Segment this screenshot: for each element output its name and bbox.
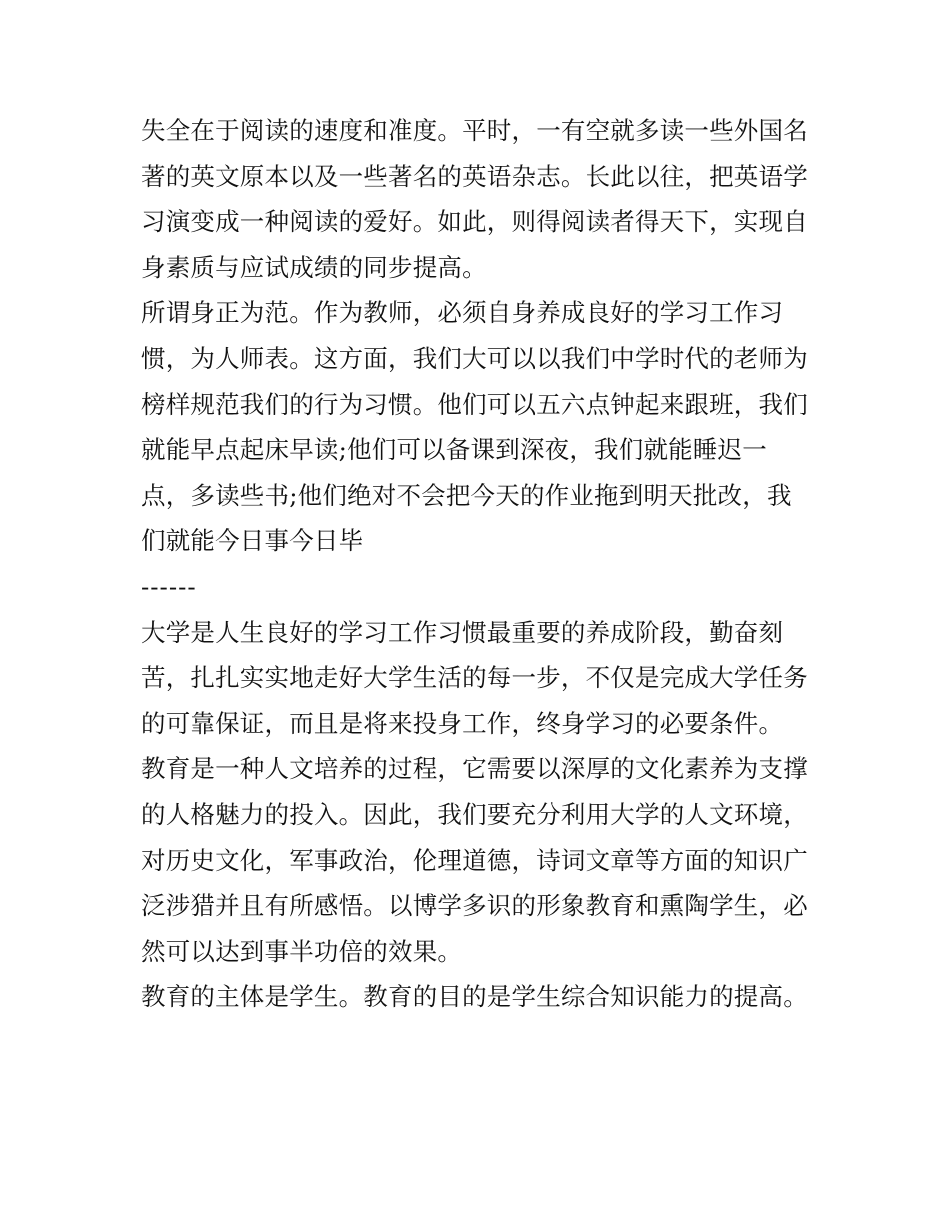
- text-line: 教育是一种人文培养的过程，它需要以深厚的文化素养为支撑: [141, 754, 808, 784]
- text-line: 然可以达到事半功倍的效果。: [141, 936, 463, 966]
- text-line: 的人格魅力的投入。因此，我们要充分利用大学的人文环境，: [141, 799, 808, 829]
- text-line: 教育的主体是学生。教育的目的是学生综合知识能力的提高。: [141, 982, 808, 1012]
- text-line: 榜样规范我们的行为习惯。他们可以五六点钟起来跟班，我们: [141, 389, 808, 419]
- body-text: [141, 108, 821, 1020]
- text-line: 就能早点起床早读;他们可以备课到深夜，我们就能睡迟一: [141, 435, 767, 465]
- text-line: 的可靠保证，而且是将来投身工作，终身学习的必要条件。: [141, 708, 784, 738]
- text-line: 点，多读些书;他们绝对不会把今天的作业拖到明天批改，我: [141, 480, 792, 510]
- text-line: 身素质与应试成绩的同步提高。: [141, 252, 487, 282]
- text-line: 失全在于阅读的速度和准度。平时，一有空就多读一些外国名: [141, 116, 808, 145]
- text-line: 苦，扎扎实实地走好大学生活的每一步，不仅是完成大学任务: [141, 663, 808, 693]
- text-line: 惯，为人师表。这方面，我们大可以以我们中学时代的老师为: [141, 343, 808, 373]
- section-separator: ------: [141, 571, 197, 601]
- text-line: 对历史文化，军事政治，伦理道德，诗词文章等方面的知识广: [141, 845, 808, 875]
- text-line: 泛涉猎并且有所感悟。以博学多识的形象教育和熏陶学生，必: [141, 891, 808, 921]
- text-line: 习演变成一种阅读的爱好。如此，则得阅读者得天下，实现自: [141, 207, 808, 237]
- text-line: 们就能今日事今日毕: [141, 526, 364, 556]
- text-line: 著的英文原本以及一些著名的英语杂志。长此以往，把英语学: [141, 161, 808, 191]
- text-line: 大学是人生良好的学习工作习惯最重要的养成阶段，勤奋刻: [141, 617, 784, 647]
- text-line: 所谓身正为范。作为教师，必须自身养成良好的学习工作习: [141, 298, 784, 328]
